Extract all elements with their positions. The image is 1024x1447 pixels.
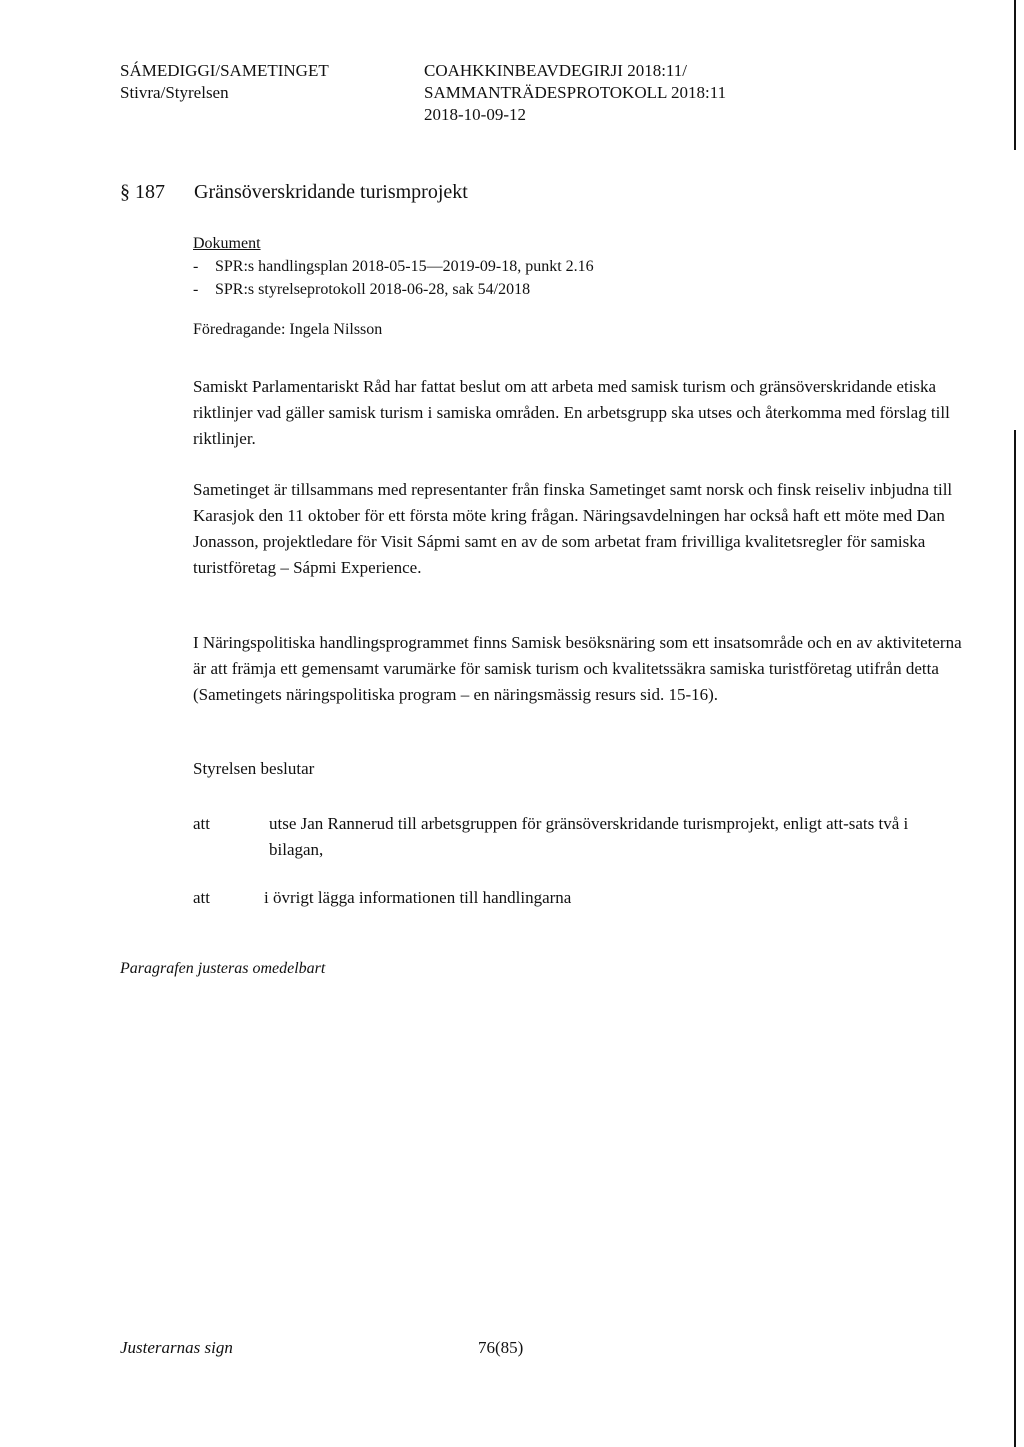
decision-item-text: utse Jan Rannerud till arbetsgruppen för gränsöverskridande turismprojekt, enligt att-sats två i bilagan,	[269, 814, 909, 859]
document-item-text: SPR:s styrelseprotokoll 2018-06-28, sak 54/2018	[215, 281, 531, 298]
paragraph-1: Samiskt Parlamentariskt Råd har fattat beslut om att arbeta med samisk turism och gränsöverskridande etiska riktlinjer vad gäller samisk turism i samiska områden. En arbetsgrupp ska utses och återkomma med förslag till riktlinjer.	[193, 377, 950, 448]
paragraph-3: I Näringspolitiska handlingsprogrammet finns Samisk besöksnäring som ett insatsområde och en av aktiviteterna är att främja ett gemensamt varumärke för samisk turism och kvalitetssäkra samiska turistföretag utifrån detta (Sametingets näringspolitiska program – en näringsmässig resurs sid. 15-16).	[193, 633, 962, 704]
header-protocol-sv: SAMMANTRÄDESPROTOKOLL 2018:11	[424, 83, 727, 102]
list-dash: -	[193, 258, 199, 275]
document-item	[193, 278, 594, 301]
decision-item-text: i övrigt lägga informationen till handlingarna	[264, 888, 572, 907]
decision-att-word: att	[193, 814, 210, 833]
section-number: § 187	[120, 181, 165, 203]
header-org-block	[120, 60, 329, 104]
header-unit: Stivra/Styrelsen	[120, 83, 229, 102]
header-protocol-sami: COAHKKINBEAVDEGIRJI 2018:11/	[424, 61, 688, 80]
footer-sign: Justerarnas sign	[120, 1338, 233, 1357]
decision-heading: Styrelsen beslutar	[193, 759, 315, 778]
section-title: Gränsöverskridande turismprojekt	[194, 181, 468, 203]
scan-edge-line	[1014, 430, 1016, 1447]
paragraph-2: Sametinget är tillsammans med representanter från finska Sametinget samt norsk och finsk reiseliv inbjudna till Karasjok den 11 oktober för ett första möte kring frågan. Näringsavdelningen har också haft ett möte med Dan Jonasson, projektledare för Visit Sápmi samt en av de som arbetat fram frivilliga kvalitetsregler för samiska turistföretag – Sápmi Experience.	[193, 480, 953, 577]
justification-note: Paragrafen justeras omedelbart	[120, 960, 326, 977]
footer-page-number: 76(85)	[478, 1338, 524, 1357]
header-org: SÁMEDIGGI/SAMETINGET	[120, 61, 329, 80]
header-protocol-block	[424, 60, 726, 126]
document-item	[193, 255, 594, 278]
section-heading	[120, 181, 468, 204]
documents-label: Dokument	[193, 235, 261, 252]
documents-block	[193, 232, 594, 301]
document-item-text: SPR:s handlingsplan 2018-05-15—2019-09-18, punkt 2.16	[215, 258, 594, 275]
scan-edge-line	[1014, 0, 1016, 150]
list-dash: -	[193, 281, 199, 298]
decision-att-word: att	[193, 888, 210, 907]
header-dates: 2018-10-09-12	[424, 105, 526, 124]
presenter: Föredragande: Ingela Nilsson	[193, 321, 383, 338]
